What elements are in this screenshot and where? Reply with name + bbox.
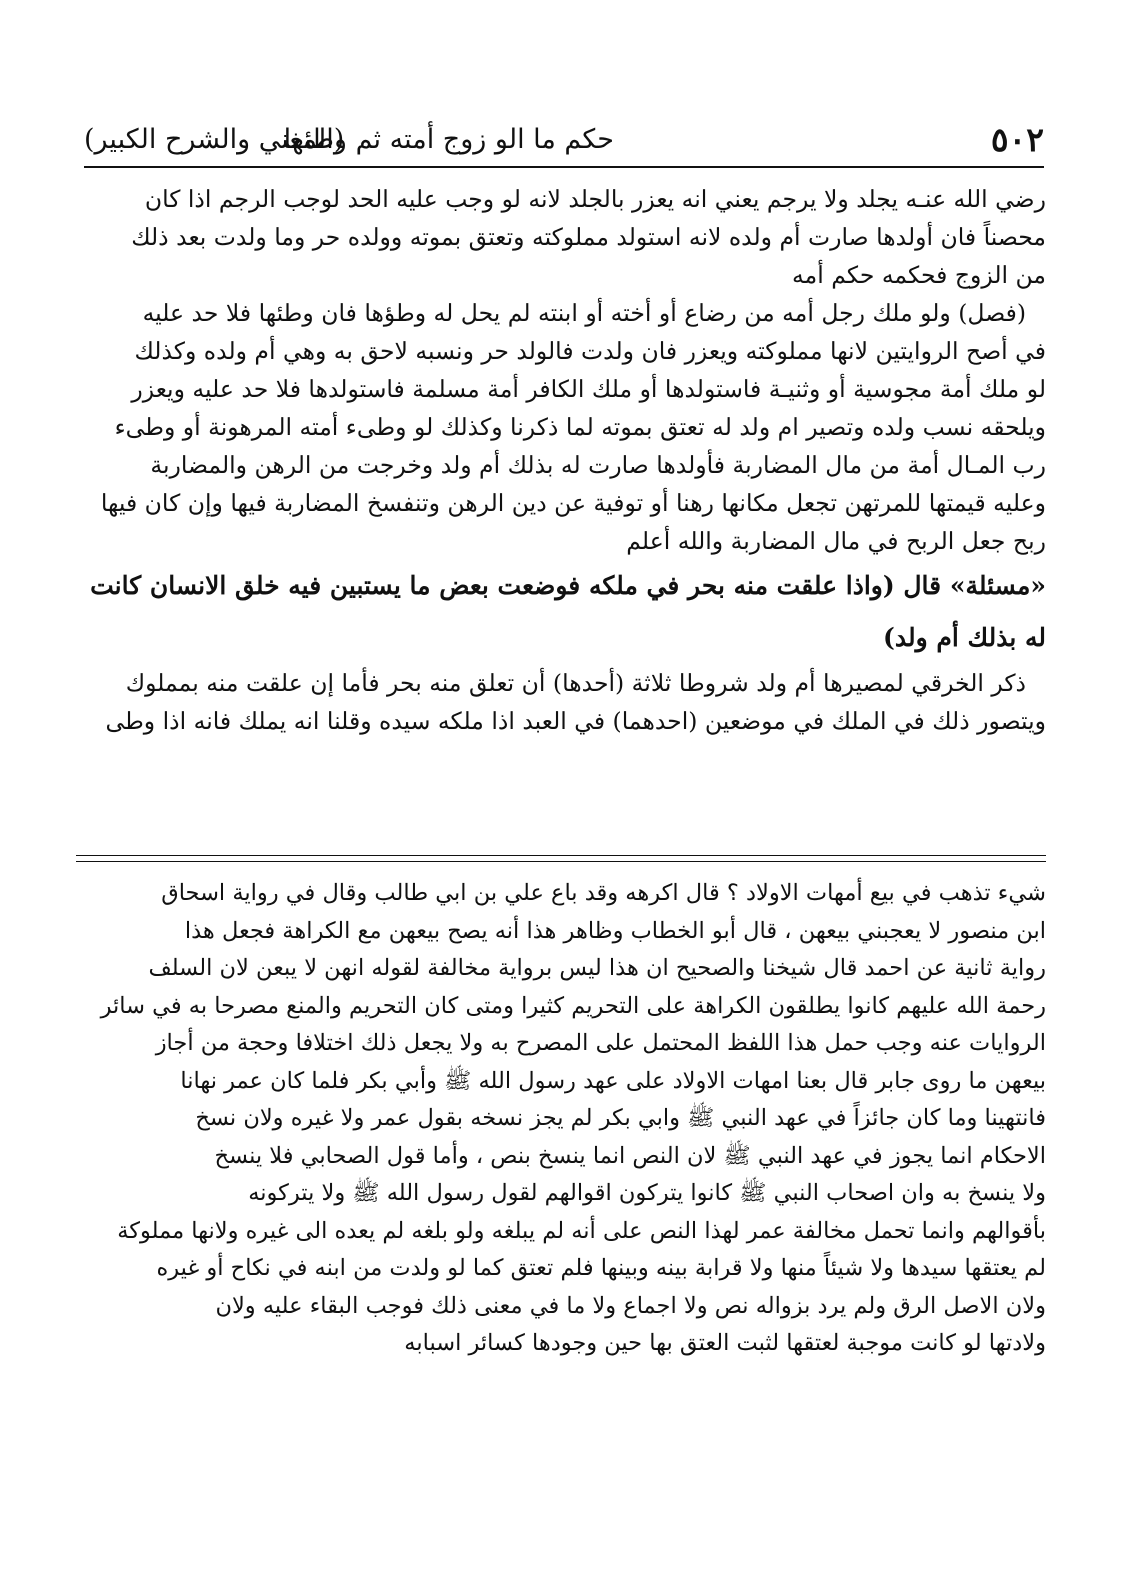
footnote-line: رحمة الله عليهم كانوا يطلقون الكراهة على التحريم كثيرا ومتى كان التحريم والمنع مصرحا به في سائر [100, 992, 1046, 1019]
masala-heading-line: له بذلك أم ولد) [883, 623, 1046, 652]
footnote-line: ولان الاصل الرق ولم يرد بزواله نص ولا اجماع ولا ما في معنى ذلك فوجب البقاء عليه ولان [215, 1292, 1046, 1319]
footnote-line: ابن منصور لا يعجبني بيعهن ، قال أبو الخطاب وظاهر هذا أنه يصح بيعهن مع الكراهة فجعل هذا [184, 917, 1046, 944]
main-line: ذكر الخرقي لمصيرها أم ولد شروطا ثلاثة (أحدها) أن تعلق منه بحر فأما إن علقت منه بمملوك [125, 669, 1026, 697]
footnote-divider-bottom [76, 861, 1046, 862]
book-title: (المغني والشرح الكبير) [84, 124, 345, 155]
main-line: رضي الله عنـه يجلد ولا يرجم يعني انه يعزر بالجلد لانه لو وجب عليه الحد لوجب الرجم اذا كان [144, 185, 1046, 213]
footnote-line: ولا ينسخ به وان اصحاب النبي ﷺ كانوا يتركون اقوالهم لقول رسول الله ﷺ ولا يتركونه [248, 1180, 1046, 1206]
footnote-line: الاحكام انما يجوز في عهد النبي ﷺ لان النص انما ينسخ بنص ، وأما قول الصحابي فلا ينسخ [214, 1142, 1046, 1169]
running-title: حكم ما الو زوج أمته ثم وطئها [283, 124, 614, 155]
page-number: ٥٠٢ [990, 120, 1044, 159]
footnote-text [76, 875, 1046, 1363]
footnote-line: بأقوالهم وانما تحمل مخالفة عمر لهذا النص على أنه لم يبلغه ولو بلغه لم يعده الى غيره ولانها مملوكة [117, 1217, 1046, 1244]
main-line: ويتصور ذلك في الملك في موضعين (احدهما) في العبد اذا ملكه سيده وقلنا انه يملك فانه اذا وطى [105, 707, 1046, 735]
section-fasl-line: (فصل) ولو ملك رجل أمه من رضاع أو أخته أو ابنته لم يحل له وطؤها فان وطئها فلا حد عليه [142, 299, 1026, 327]
footnote-divider-top [76, 855, 1046, 856]
main-line: لو ملك أمة مجوسية أو وثنيـة فاستولدها أو ملك الكافر أمة مسلمة فاستولدها فلا حد عليه ويعزر [131, 375, 1046, 403]
main-line: رب المـال أمة من مال المضاربة فأولدها صارت له بذلك أم ولد وخرجت من الرهن والمضاربة [150, 451, 1046, 479]
page-header [84, 120, 1044, 166]
main-line: محصناً فان أولدها صارت أم ولده لانه استولد مملوكته وتعتق بموته وولده حر وما ولدت بعد ذلك [131, 223, 1046, 251]
main-line: ربح جعل الربح في مال المضاربة والله أعلم [626, 527, 1046, 555]
footnote-line: بيعهن ما روى جابر قال بعنا امهات الاولاد على عهد رسول الله ﷺ وأبي بكر فلما كان عمر نهانا [180, 1067, 1046, 1094]
main-text [76, 180, 1046, 740]
footnote-line: ولادتها لو كانت موجبة لعتقها لثبت العتق بها حين وجودها كسائر اسبابه [404, 1330, 1046, 1356]
footnote-line: الروايات عنه وجب حمل هذا اللفظ المحتمل على المصرح به ولا يجعل ذلك اختلافا وحجة من أجاز [155, 1030, 1046, 1056]
masala-heading-line: «مسئلة» قال (واذا علقت منه بحر في ملكه فوضعت بعض ما يستبين فيه خلق الانسان كانت [90, 571, 1046, 600]
footnote-line: شيء تذهب في بيع أمهات الاولاد ؟ قال اكرهه وقد باع علي بن ابي طالب وقال في رواية اسحاق [161, 880, 1046, 906]
main-line: في أصح الروايتين لانها مملوكته ويعزر فان ولدت فالولد حر ونسبه لاحق به وهي أم ولده وكذلك [134, 337, 1046, 365]
main-line: وعليه قيمتها للمرتهن تجعل مكانها رهنا أو توفية عن دين الرهن وتنفسخ المضاربة فيها وإن كان فيها [100, 489, 1046, 517]
main-line: ويلحقه نسب ولده وتصير ام ولد له تعتق بموته لما ذكرنا وكذلك لو وطىء أمته المرهونة أو وطىء [114, 413, 1046, 441]
main-line: من الزوج فحكمه حكم أمه [792, 261, 1046, 289]
footnote-line: رواية ثانية عن احمد قال شيخنا والصحيح ان هذا ليس برواية مخالفة لقوله انهن لا يبعن لان السلف [148, 955, 1046, 981]
footnote-line: لم يعتقها سيدها ولا شيئاً منها ولا قرابة بينه وبينها فلم تعتق كما لو ولدت من ابنه في نكاح أو غيره [156, 1255, 1046, 1281]
header-rule [84, 166, 1044, 168]
footnote-line: فانتهينا وما كان جائزاً في عهد النبي ﷺ وابي بكر لم يجز نسخه بقول عمر ولا غيره ولان نسخ [195, 1105, 1046, 1131]
